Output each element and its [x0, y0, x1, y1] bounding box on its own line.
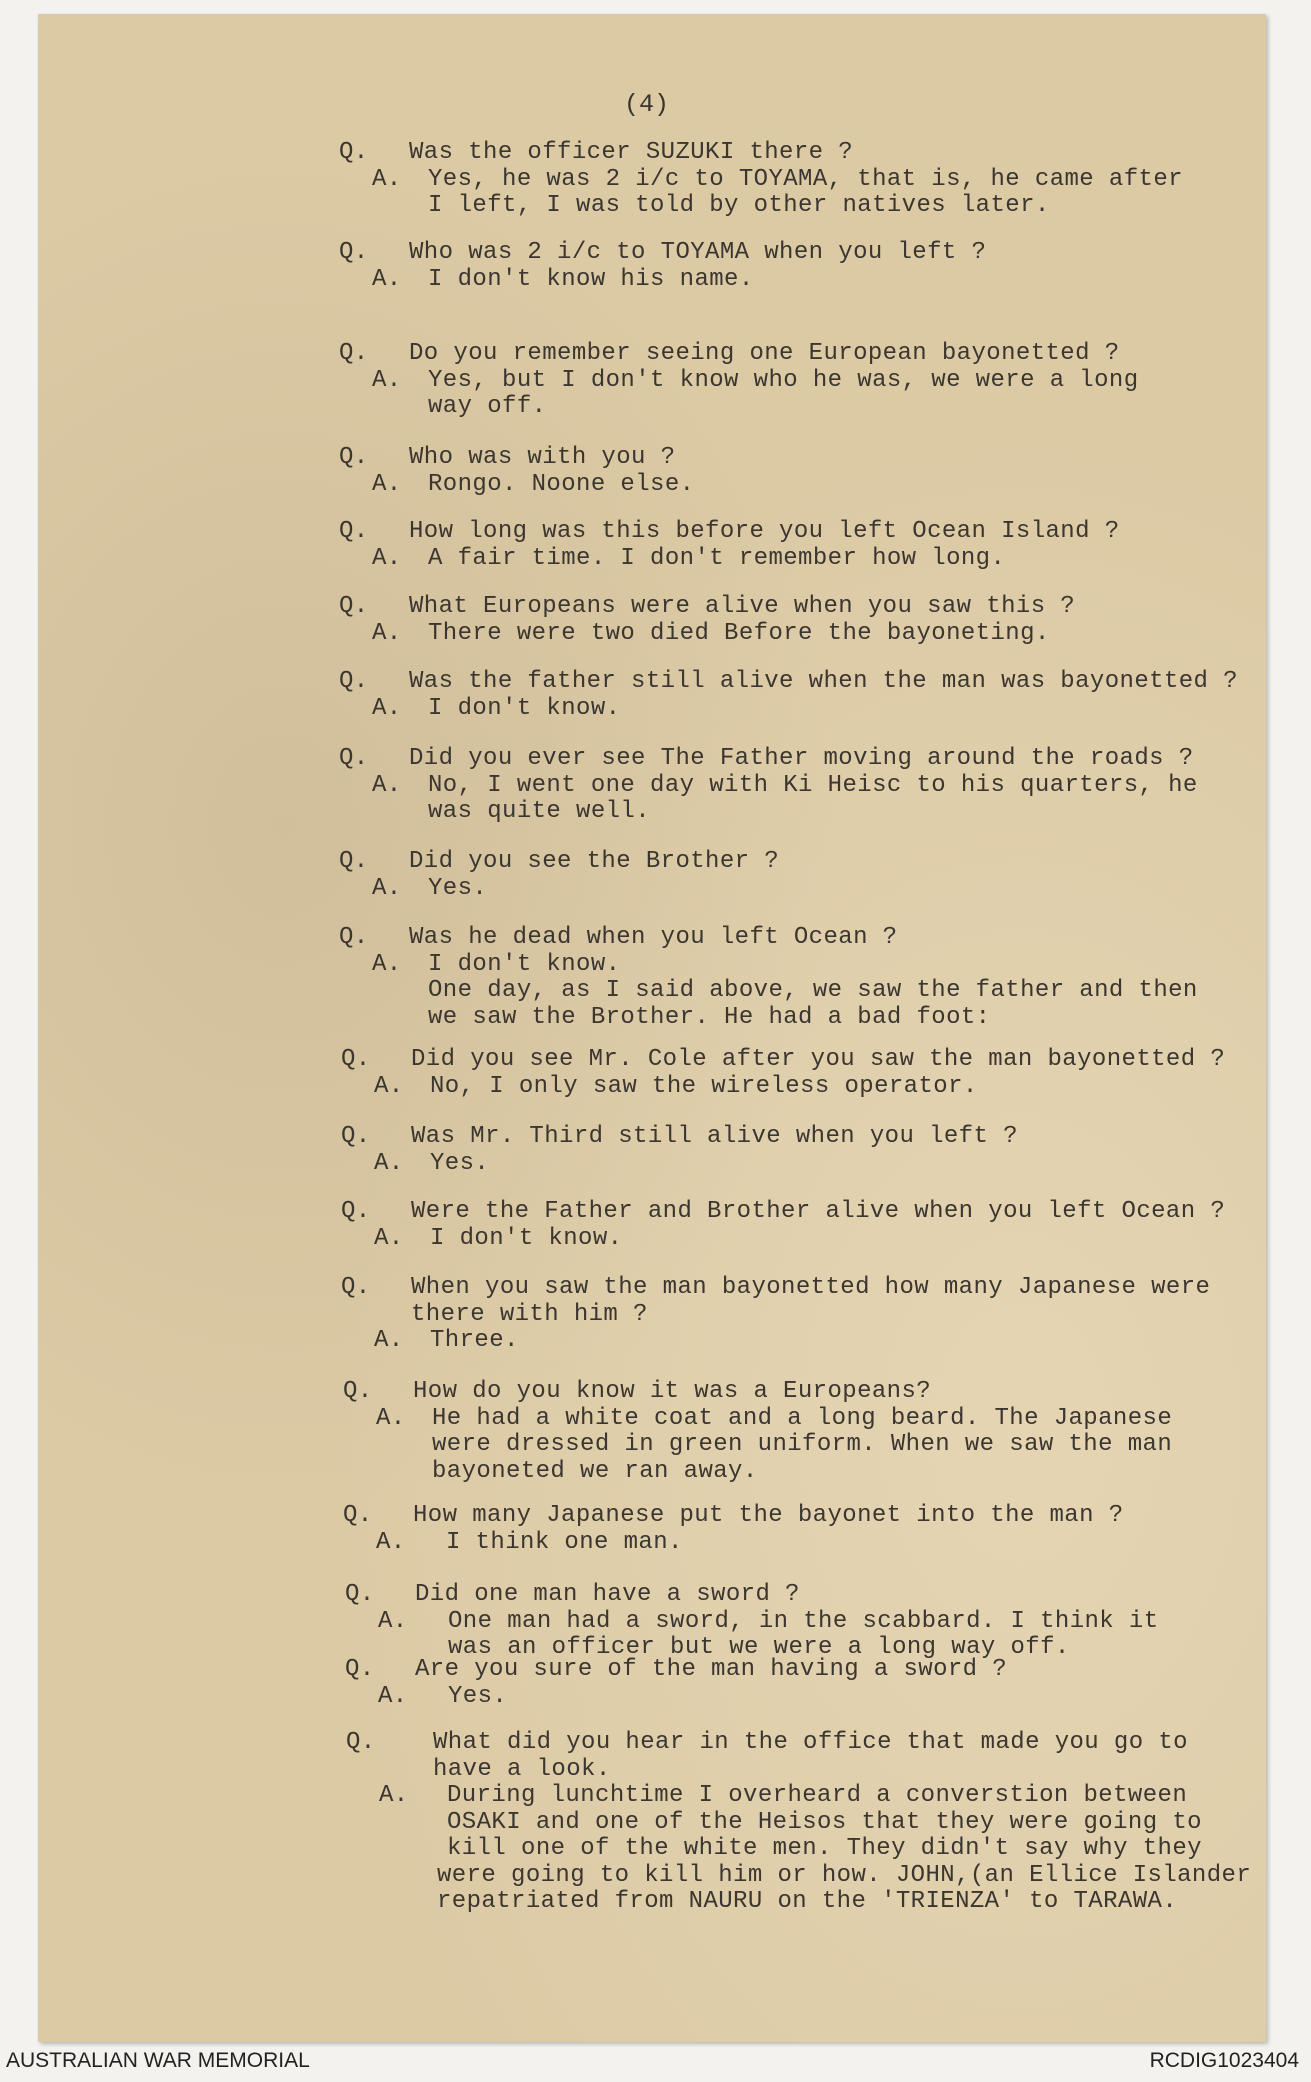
question-text: Did you see Mr. Cole after you saw the man bayonetted ?: [411, 1046, 1226, 1073]
question-text: What Europeans were alive when you saw this ?: [409, 593, 1076, 620]
answer-text: No, I only saw the wireless operator.: [430, 1072, 978, 1100]
answer-label: A.: [376, 1528, 406, 1556]
answer-label: A.: [372, 265, 402, 293]
page-number: (4): [624, 90, 670, 119]
answer-label: A.: [372, 470, 402, 498]
question-label: Q.: [341, 1274, 371, 1301]
answer-label: A.: [372, 771, 402, 799]
answer-text: we saw the Brother. He had a bad foot:: [428, 1003, 991, 1031]
answer-text: Rongo. Noone else.: [428, 470, 695, 498]
answer-text: Yes, he was 2 i/c to TOYAMA, that is, he came after: [428, 165, 1183, 193]
answer-text: During lunchtime I overheard a converstion between: [447, 1782, 1188, 1809]
answer-text: OSAKI and one of the Heisos that they were going to: [447, 1808, 1202, 1836]
answer-label: A.: [372, 619, 402, 647]
question-label: Q.: [343, 1502, 373, 1529]
question-text: Did you see the Brother ?: [409, 848, 780, 875]
question-text: How do you know it was a Europeans?: [413, 1378, 932, 1405]
answer-label: A.: [372, 950, 402, 978]
footer-record-id: RCDIG1023404: [1149, 2049, 1299, 2072]
question-text: Are you sure of the man having a sword ?: [415, 1656, 1008, 1683]
question-text: Was the father still alive when the man was bayonetted ?: [409, 668, 1238, 695]
answer-text: One day, as I said above, we saw the father and then: [428, 977, 1198, 1004]
question-text: Was the officer SUZUKI there ?: [409, 139, 854, 166]
question-label: Q.: [345, 1656, 375, 1683]
question-label: Q.: [341, 1198, 371, 1225]
answer-text: I don't know.: [428, 694, 621, 722]
footer-institution: AUSTRALIAN WAR MEMORIAL: [6, 2049, 310, 2072]
question-label: Q.: [339, 848, 369, 875]
answer-text: I think one man.: [446, 1528, 683, 1556]
answer-label: A.: [372, 165, 402, 193]
question-text: What did you hear in the office that made you go to: [433, 1729, 1188, 1756]
answer-text: repatriated from NAURU on the 'TRIENZA' to TARAWA.: [437, 1888, 1178, 1915]
answer-text: was an officer but we were a long way off.: [448, 1634, 1070, 1661]
question-text: Did one man have a sword ?: [415, 1581, 800, 1608]
answer-text: Yes.: [448, 1682, 508, 1710]
answer-label: A.: [372, 366, 402, 394]
question-text: Who was with you ?: [409, 444, 676, 471]
answer-text: No, I went one day with Ki Heisc to his quarters, he: [428, 771, 1198, 799]
question-label: Q.: [346, 1729, 376, 1756]
question-label: Q.: [341, 1123, 371, 1150]
answer-text: A fair time. I don't remember how long.: [428, 544, 1006, 572]
question-label: Q.: [343, 1378, 373, 1405]
answer-text: way off.: [428, 393, 547, 420]
answer-text: I don't know his name.: [428, 265, 754, 293]
question-label: Q.: [339, 668, 369, 695]
answer-label: A.: [374, 1149, 404, 1177]
question-text: Was he dead when you left Ocean ?: [409, 924, 898, 951]
question-text: When you saw the man bayonetted how many Japanese were: [411, 1274, 1211, 1301]
question-text: Were the Father and Brother alive when you left Ocean ?: [411, 1198, 1226, 1225]
answer-text: were going to kill him or how. JOHN,(an Ellice Islander: [437, 1861, 1252, 1889]
question-label: Q.: [339, 444, 369, 471]
question-label: Q.: [345, 1581, 375, 1608]
question-text: Did you ever see The Father moving around the roads ?: [409, 745, 1194, 772]
answer-label: A.: [374, 1224, 404, 1252]
answer-text: There were two died Before the bayoneting.: [428, 619, 1050, 647]
answer-text: bayoneted we ran away.: [432, 1457, 758, 1485]
answer-label: A.: [372, 874, 402, 902]
answer-text: One man had a sword, in the scabbard. I think it: [448, 1607, 1159, 1635]
question-text: How long was this before you left Ocean Island ?: [409, 518, 1120, 545]
answer-label: A.: [372, 544, 402, 572]
question-label: Q.: [339, 239, 369, 266]
answer-text: I left, I was told by other natives later.: [428, 192, 1050, 219]
answer-text: He had a white coat and a long beard. The Japanese: [432, 1404, 1173, 1432]
question-label: Q.: [339, 518, 369, 545]
question-label: Q.: [339, 340, 369, 367]
question-label: Q.: [339, 139, 369, 166]
answer-text: I don't know.: [430, 1224, 623, 1252]
question-label: Q.: [339, 924, 369, 951]
question-text: Do you remember seeing one European bayonetted ?: [409, 340, 1120, 367]
answer-text: Three.: [430, 1327, 519, 1354]
question-text: there with him ?: [411, 1300, 648, 1328]
question-label: Q.: [339, 745, 369, 772]
answer-label: A.: [374, 1327, 404, 1354]
answer-text: was quite well.: [428, 798, 651, 825]
answer-text: Yes.: [428, 874, 488, 902]
answer-text: Yes, but I don't know who he was, we were a long: [428, 366, 1139, 394]
question-label: Q.: [341, 1046, 371, 1073]
answer-label: A.: [374, 1072, 404, 1100]
answer-text: were dressed in green uniform. When we saw the man: [432, 1431, 1173, 1458]
answer-label: A.: [379, 1782, 409, 1809]
question-text: How many Japanese put the bayonet into the man ?: [413, 1502, 1124, 1529]
question-label: Q.: [339, 593, 369, 620]
question-text: Was Mr. Third still alive when you left ?: [411, 1123, 1018, 1150]
answer-text: Yes.: [430, 1149, 490, 1177]
answer-label: A.: [378, 1682, 408, 1710]
question-text: have a look.: [433, 1755, 611, 1783]
answer-label: A.: [376, 1404, 406, 1432]
question-text: Who was 2 i/c to TOYAMA when you left ?: [409, 239, 987, 266]
answer-text: I don't know.: [428, 950, 621, 978]
answer-label: A.: [378, 1607, 408, 1635]
answer-text: kill one of the white men. They didn't say why they: [447, 1835, 1202, 1862]
answer-label: A.: [372, 694, 402, 722]
